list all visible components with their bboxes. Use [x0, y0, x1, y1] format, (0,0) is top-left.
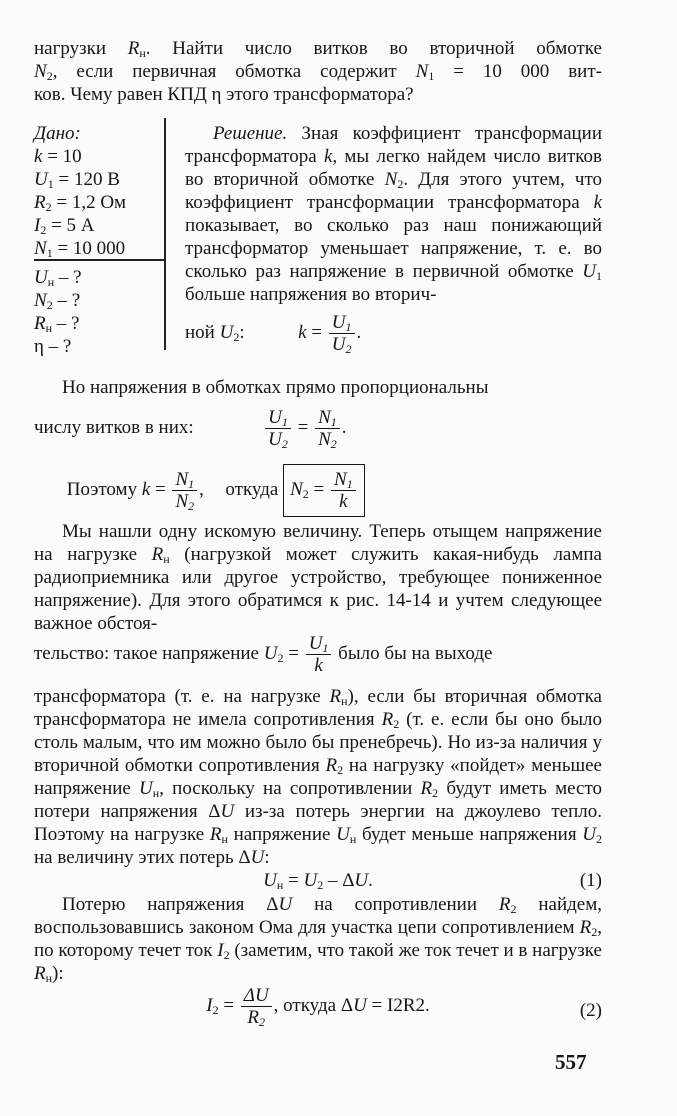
para-found: Мы нашли одну искомую величину. Теперь отыщем напряжение на нагрузке $R_н$ (нагрузкой может служить какая-нибудь лампа радиоприемника или другое устройство, требующее пониженное напряжение). Для этого обратимся к рис. 14-14 и учтем следующее важное обстоя- — [34, 521, 602, 634]
formula-n2: $N_2$ = $\frac{N_1}{k}$ — [290, 479, 358, 500]
therefore-line — [34, 464, 602, 517]
formula-k-n: k = $\frac{N_1}{N_2}$ , — [141, 469, 204, 513]
intro-line-2: $N_2$, если первичная обмотка содержит $N_1 = 10$ 000 вит- — [34, 61, 602, 83]
solution-text: Решение. Зная коэффициент трансформации трансформатора k, мы легко найдем число витков во вторичной обмотке $N_2$. Для этого учтем, что коэффициент трансформации трансформатора k показывает, во сколько раз наш понижающий трансформатор уменьшает напряжение, т. е. во сколько раз напряжение в первичной обмотке $U_1$ больше напряжения во вторич- — [185, 123, 603, 305]
equation-2-formula: $I_2$ = $\frac{\Delta U}{R_2}$ , откуда ΔU = I2R2. — [206, 985, 430, 1029]
formula-ratio: $\frac{U_1}{U_2}$ = $\frac{N_1}{N_2}$ . — [263, 417, 346, 438]
para-ohm: Потерю напряжения ΔU на сопротивлении $R_2$ найдем, воспользовавшись законом Ома для участка цепи сопротивлением $R_2$, по которому течет ток $I_2$ (заметим, что такой же ток течет и в нагрузке $R_н$): — [34, 894, 603, 985]
para-ratio-line-2: числу витков в них: $\frac{U_1}{U_2}$ = $\frac{N_1}{N_2}$ . — [34, 407, 347, 451]
para-found-formula-line: тельство: такое напряжение $U_2$ = $\frac{U_1}{k}$ было бы на выходе — [34, 633, 493, 676]
equation-1-number: (1) — [579, 870, 602, 891]
para-loss: трансформатора (т. е. на нагрузке $R_н$), если бы вторичная обмотка трансформатора не имела сопротивления $R_2$ (т. е. если бы оно было столь малым, что им можно было бы пренебречь). Но из-за наличия у вторичной обмотки сопротивления $R_2$ на нагрузку «пойдет» меньшее напряжение $U_н$, поскольку на сопротивлении $R_2$ будут иметь место потери напряжения ΔU из-за потерь энергии на джоулево тепло. Поэтому на нагрузке $R_н$ напряжение $U_н$ будет меньше напряжения $U_2$ на величину этих потерь ΔU: — [34, 686, 602, 868]
equation-1-formula: $U_н = U_2 - \Delta U$. — [263, 870, 373, 892]
formula-u2: $U_2$ = $\frac{U_1}{k}$ — [264, 643, 334, 664]
equation-1 — [34, 869, 602, 892]
given-items — [34, 145, 164, 260]
equation-2 — [34, 985, 602, 1028]
given-block — [34, 122, 164, 260]
given-horizontal-rule — [34, 259, 164, 261]
list-item: $R_н$ – ? — [34, 313, 80, 335]
find-block — [34, 266, 164, 358]
therefore-mid: откуда — [225, 478, 279, 500]
formula-k: k = $\frac{U_1}{U_2}$ . — [298, 312, 362, 356]
solution-label: Решение. — [213, 123, 288, 144]
therefore-lead: Поэтому — [66, 478, 138, 500]
page-number: 557 — [555, 1050, 587, 1074]
para-ratio — [34, 376, 602, 450]
list-item: $N_2$ – ? — [34, 290, 81, 312]
boxed-result — [283, 464, 365, 517]
list-item: $U_1 = 120$ В — [34, 169, 120, 191]
equation-2-number: (2) — [579, 1000, 602, 1021]
list-item: $R_2 = 1,2$ Ом — [34, 192, 127, 214]
list-item: $I_2 = 5$ А — [34, 215, 95, 237]
intro-line-3: ков. Чему равен КПД η этого трансформатора? — [34, 84, 414, 105]
given-vertical-rule — [164, 118, 166, 350]
intro-line-1: нагрузки $R_н$. Найти число витков во вторичной обмотке — [34, 38, 602, 60]
given-header: Дано: — [34, 123, 81, 144]
solution-block — [185, 122, 602, 355]
para-ratio-line-1: Но напряжения в обмотках прямо пропорциональны — [62, 377, 489, 398]
list-item: η – ? — [34, 336, 72, 357]
list-item: $N_1 = 10$ 000 — [34, 238, 126, 260]
list-item: k = 10 — [34, 146, 82, 167]
solution-tail-line: ной $U_2$: k = $\frac{U_1}{U_2}$ . — [185, 312, 362, 356]
problem-intro — [34, 37, 602, 106]
list-item: $U_н$ – ? — [34, 267, 82, 289]
